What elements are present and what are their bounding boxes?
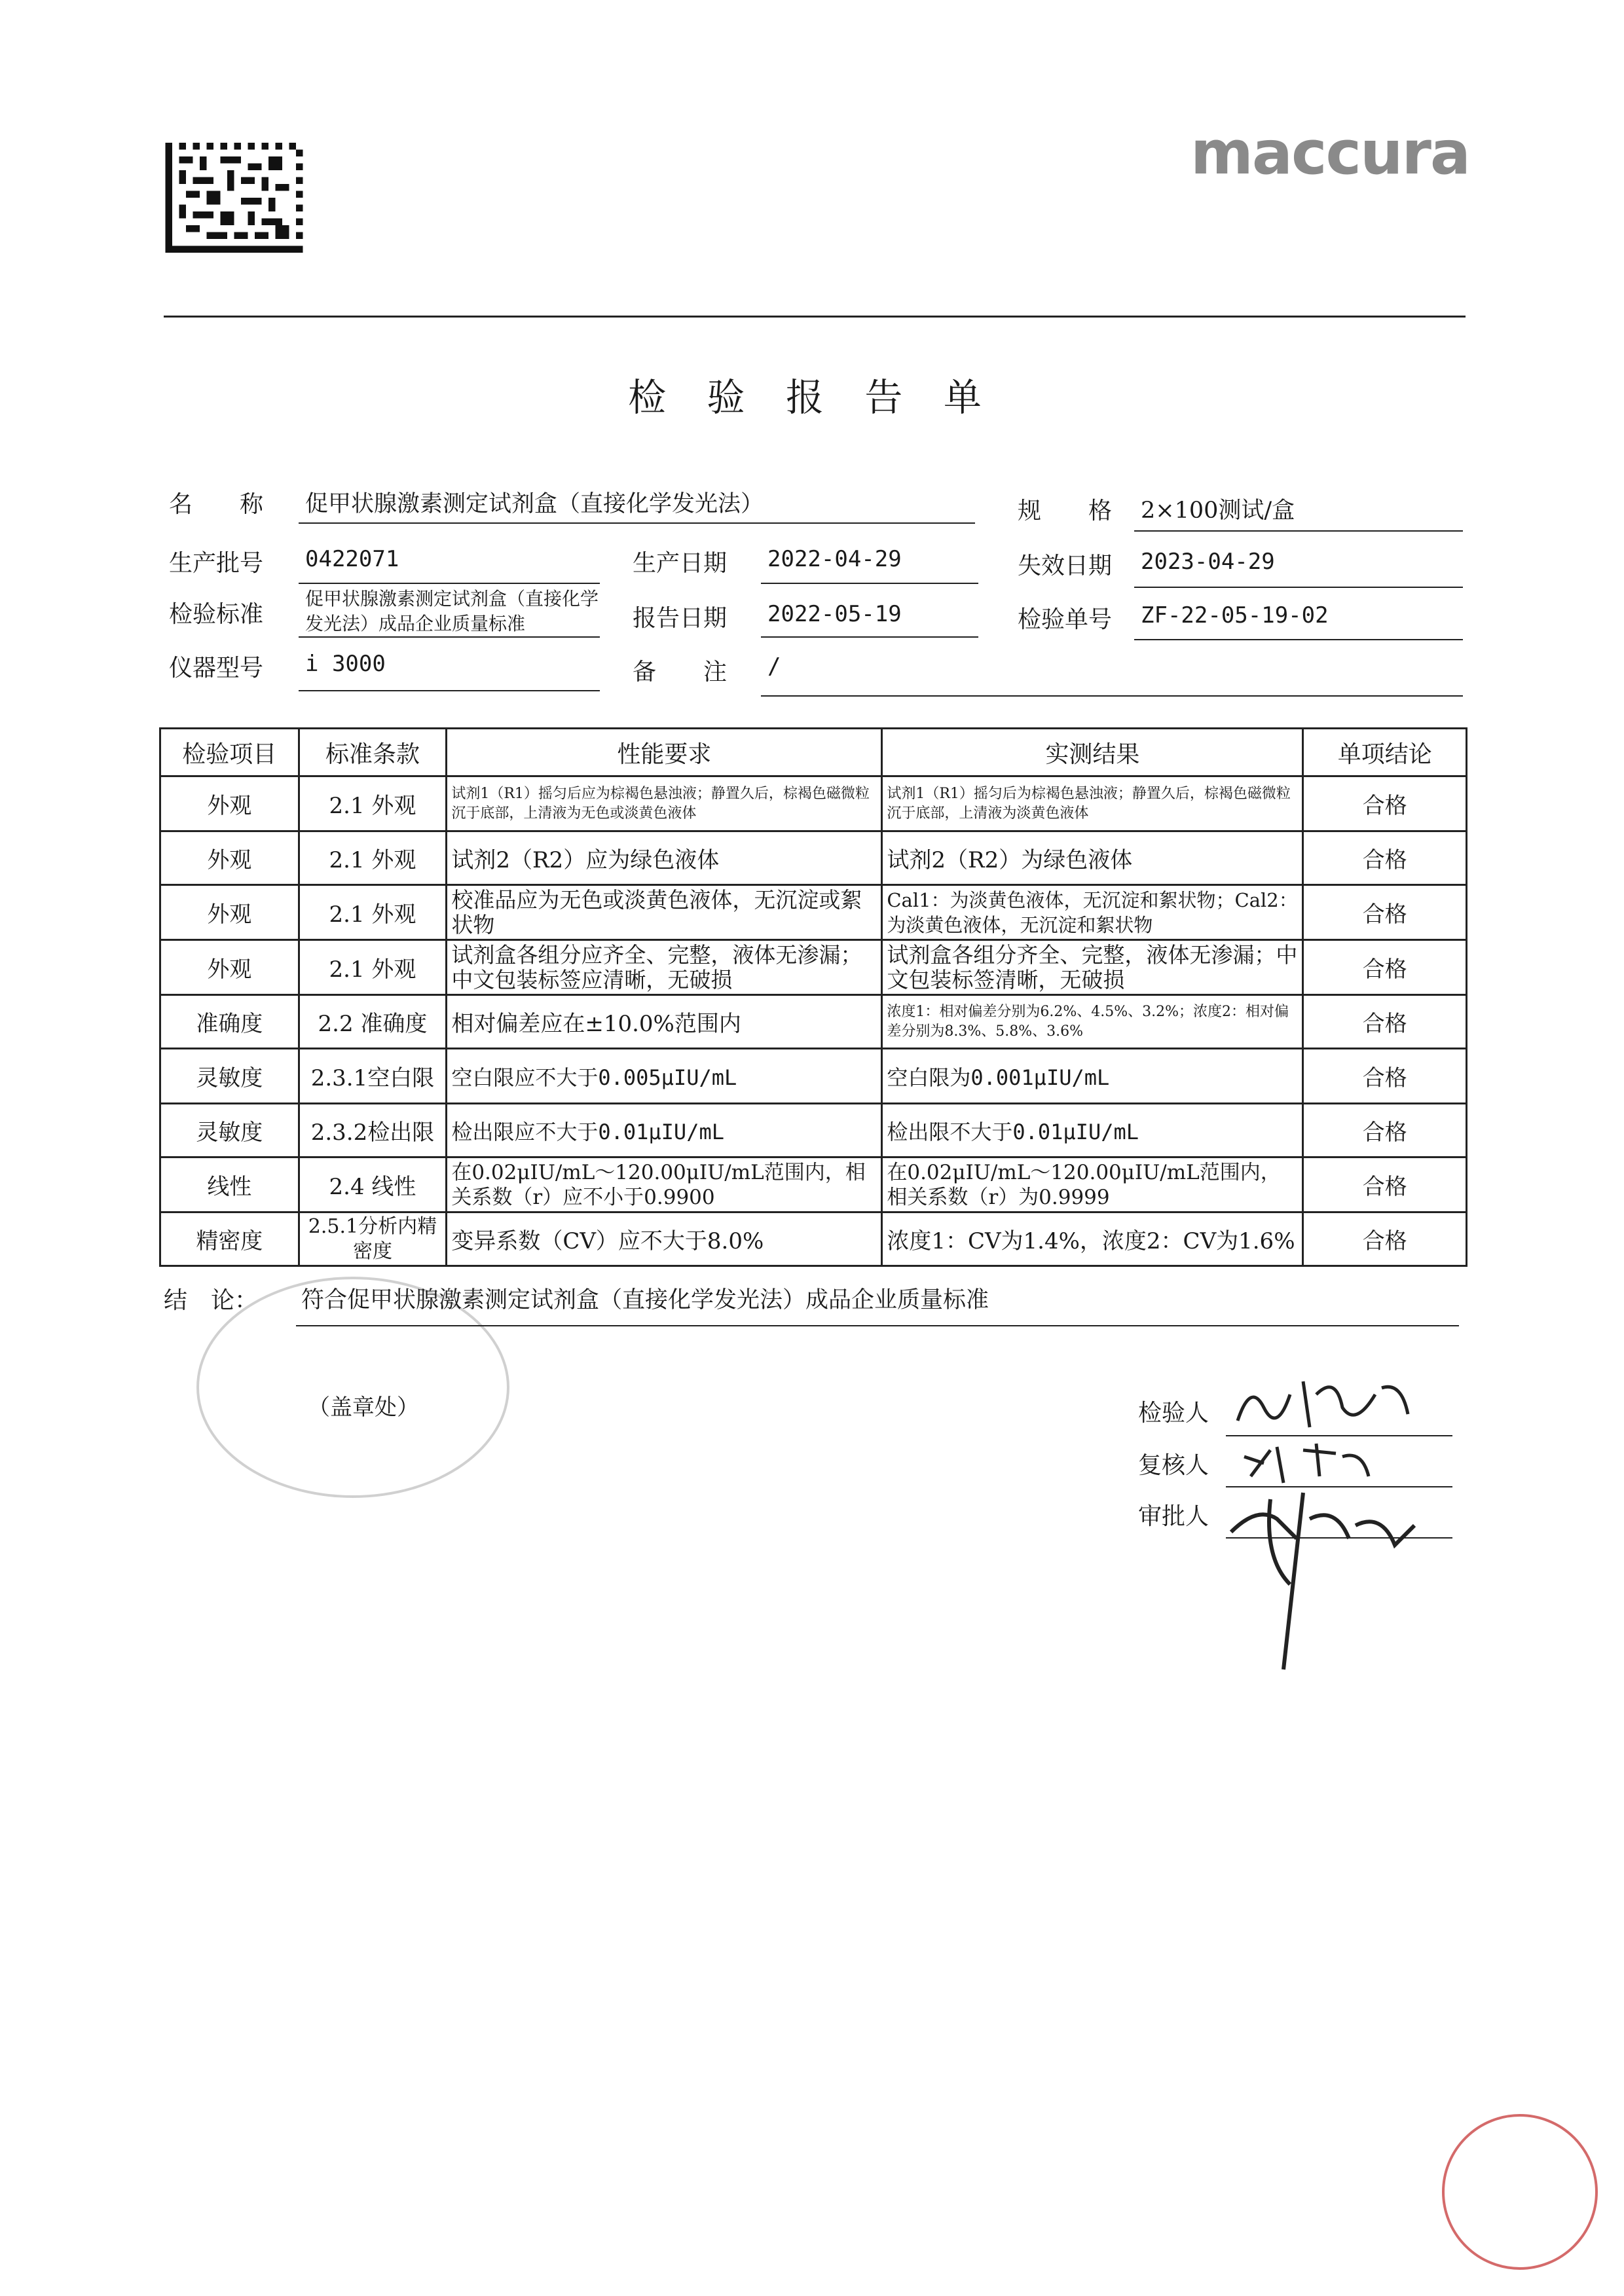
inspection-table xyxy=(159,727,1467,1267)
spec-label: 规 格 xyxy=(1018,498,1113,524)
cell-requirement: 试剂盒各组分应齐全、完整，液体无渗漏；中文包装标签应清晰，无破损 xyxy=(447,940,882,995)
cell-clause: 2.3.2检出限 xyxy=(299,1104,447,1157)
cell-clause: 2.1 外观 xyxy=(299,831,447,885)
remark-underline xyxy=(761,695,1463,697)
cell-requirement: 校准品应为无色或淡黄色液体，无沉淀或絮状物 xyxy=(447,885,882,940)
cell-clause: 2.4 线性 xyxy=(299,1157,447,1212)
cell-clause: 2.3.1空白限 xyxy=(299,1049,447,1104)
instrument-label: 仪器型号 xyxy=(169,655,264,682)
cell-result: 空白限为0.001μIU/mL xyxy=(882,1049,1303,1104)
report-no-label: 检验单号 xyxy=(1018,606,1113,633)
table-row xyxy=(160,1212,1467,1266)
spec-value: 2×100测试/盒 xyxy=(1141,498,1295,524)
red-seal xyxy=(1442,2114,1598,2270)
prod-date-value: 2022-04-29 xyxy=(767,546,902,572)
cell-requirement: 变异系数（CV）应不大于8.0% xyxy=(447,1212,882,1266)
batch-label: 生产批号 xyxy=(169,550,264,577)
cell-result: 试剂2（R2）为绿色液体 xyxy=(882,831,1303,885)
cell-verdict: 合格 xyxy=(1303,1157,1467,1212)
report-no-value: ZF-22-05-19-02 xyxy=(1141,602,1329,629)
expiry-underline xyxy=(1134,587,1463,588)
cell-requirement: 空白限应不大于0.005μIU/mL xyxy=(447,1049,882,1104)
header-result: 实测结果 xyxy=(882,729,1303,776)
table-row xyxy=(160,1157,1467,1212)
conclusion-label: 结 论： xyxy=(164,1287,259,1314)
table-header-row xyxy=(160,729,1467,776)
report-date-underline xyxy=(761,636,978,638)
cell-result: 试剂盒各组分齐全、完整，液体无渗漏；中文包装标签清晰，无破损 xyxy=(882,940,1303,995)
cell-item: 线性 xyxy=(160,1157,299,1212)
standard-underline xyxy=(299,636,600,638)
cell-result: 检出限不大于0.01μIU/mL xyxy=(882,1104,1303,1157)
standard-label: 检验标准 xyxy=(169,601,264,628)
header-item: 检验项目 xyxy=(160,729,299,776)
cell-verdict: 合格 xyxy=(1303,940,1467,995)
batch-underline xyxy=(299,583,600,584)
remark-value: / xyxy=(767,653,781,680)
cell-item: 外观 xyxy=(160,885,299,940)
cell-result: 试剂1（R1）摇匀后为棕褐色悬浊液；静置久后，棕褐色磁微粒沉于底部，上清液为淡黄色液体 xyxy=(882,776,1303,831)
header-requirement: 性能要求 xyxy=(447,729,882,776)
cell-verdict: 合格 xyxy=(1303,1212,1467,1266)
cell-clause: 2.1 外观 xyxy=(299,940,447,995)
table-row xyxy=(160,831,1467,885)
inspector-signature xyxy=(1231,1368,1428,1440)
name-label: 名 称 xyxy=(169,491,264,518)
cell-item: 精密度 xyxy=(160,1212,299,1266)
prod-date-label: 生产日期 xyxy=(633,550,728,577)
cell-item: 外观 xyxy=(160,776,299,831)
cell-item: 外观 xyxy=(160,940,299,995)
conclusion-value: 符合促甲状腺激素测定试剂盒（直接化学发光法）成品企业质量标准 xyxy=(301,1287,989,1313)
report-date-value: 2022-05-19 xyxy=(767,601,902,627)
cell-item: 外观 xyxy=(160,831,299,885)
table-row xyxy=(160,1049,1467,1104)
cell-verdict: 合格 xyxy=(1303,885,1467,940)
cell-verdict: 合格 xyxy=(1303,995,1467,1049)
remark-label: 备 注 xyxy=(633,659,728,685)
report-date-label: 报告日期 xyxy=(633,605,728,632)
cell-requirement: 试剂2（R2）应为绿色液体 xyxy=(447,831,882,885)
cell-verdict: 合格 xyxy=(1303,776,1467,831)
batch-value: 0422071 xyxy=(305,546,399,572)
cell-requirement: 检出限应不大于0.01μIU/mL xyxy=(447,1104,882,1157)
table-row xyxy=(160,940,1467,995)
header-divider xyxy=(164,316,1466,318)
expiry-label: 失效日期 xyxy=(1018,553,1113,579)
expiry-value: 2023-04-29 xyxy=(1141,549,1275,575)
standard-value: 促甲状腺激素测定试剂盒（直接化学发光法）成品企业质量标准 xyxy=(305,588,599,634)
cell-requirement: 试剂1（R1）摇匀后应为棕褐色悬浊液；静置久后，棕褐色磁微粒沉于底部，上清液为无色或淡黄色液体 xyxy=(447,776,882,831)
page-title: 检 验 报 告 单 xyxy=(628,375,996,420)
approver-label: 审批人 xyxy=(1138,1503,1209,1530)
brand-logo: maccura xyxy=(1190,118,1469,188)
cell-verdict: 合格 xyxy=(1303,1104,1467,1157)
conclusion-underline xyxy=(296,1325,1459,1326)
cell-clause: 2.2 准确度 xyxy=(299,995,447,1049)
datamatrix-code xyxy=(164,143,304,253)
cell-clause: 2.1 外观 xyxy=(299,776,447,831)
table-row xyxy=(160,995,1467,1049)
name-underline xyxy=(299,522,975,524)
cell-clause: 2.5.1分析内精密度 xyxy=(299,1212,447,1266)
header-verdict: 单项结论 xyxy=(1303,729,1467,776)
cell-requirement: 相对偏差应在±10.0%范围内 xyxy=(447,995,882,1049)
cell-requirement: 在0.02μIU/mL～120.00μIU/mL范围内，相关系数（r）应不小于0.9900 xyxy=(447,1157,882,1212)
prod-date-underline xyxy=(761,583,978,584)
table-row xyxy=(160,885,1467,940)
reviewer-label: 复核人 xyxy=(1138,1452,1209,1479)
table-row xyxy=(160,776,1467,831)
report-no-underline xyxy=(1134,639,1463,640)
cell-clause: 2.1 外观 xyxy=(299,885,447,940)
stamp-note: （盖章处） xyxy=(308,1394,419,1421)
approver-signature xyxy=(1218,1480,1428,1676)
cell-item: 灵敏度 xyxy=(160,1104,299,1157)
cell-item: 准确度 xyxy=(160,995,299,1049)
cell-item: 灵敏度 xyxy=(160,1049,299,1104)
cell-result: 浓度1：CV为1.4%，浓度2：CV为1.6% xyxy=(882,1212,1303,1266)
cell-result: Cal1：为淡黄色液体，无沉淀和絮状物；Cal2：为淡黄色液体，无沉淀和絮状物 xyxy=(882,885,1303,940)
cell-result: 浓度1：相对偏差分别为6.2%、4.5%、3.2%；浓度2：相对偏差分别为8.3%、5.8%、3.6% xyxy=(882,995,1303,1049)
spec-underline xyxy=(1134,530,1463,532)
instrument-underline xyxy=(299,690,600,691)
instrument-value: i 3000 xyxy=(305,651,386,677)
cell-result: 在0.02μIU/mL～120.00μIU/mL范围内，相关系数（r）为0.9999 xyxy=(882,1157,1303,1212)
header-clause: 标准条款 xyxy=(299,729,447,776)
cell-verdict: 合格 xyxy=(1303,1049,1467,1104)
inspector-label: 检验人 xyxy=(1138,1400,1209,1427)
table-row xyxy=(160,1104,1467,1157)
cell-verdict: 合格 xyxy=(1303,831,1467,885)
name-value: 促甲状腺激素测定试剂盒（直接化学发光法） xyxy=(305,491,764,517)
